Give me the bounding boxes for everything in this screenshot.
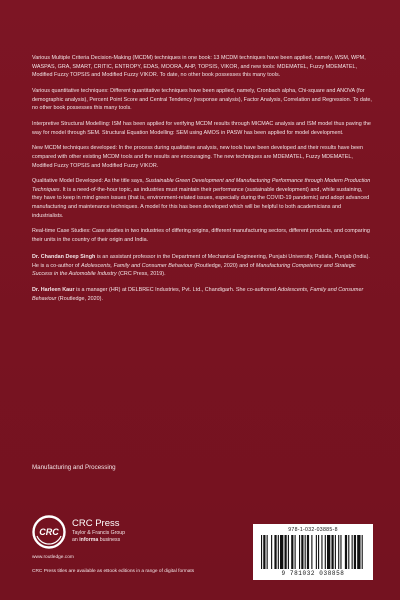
publisher-block (32, 515, 192, 560)
author-bio-1 (32, 253, 372, 279)
barcode-stripe (340, 535, 341, 569)
publisher-informa-line (72, 537, 120, 544)
book-title-italic: Manufacturing Competency and Strategic Success in the Automobile Industry (32, 262, 356, 278)
paragraph-text: Various quantitative techniques: Different quantitative techniques have been applied, namely, Cronbach alpha, Chi-square and ANOVA (for demographic analysis), Percent Point Score and Central Tendency (response analysis), Factor Analysis, Correlation and Regression. To date, no other book possesses this many tools. (32, 87, 372, 112)
publisher-name: CRC Press (72, 518, 120, 529)
barcode-stripe (301, 535, 303, 569)
book-title-italic: Adolescents, Family and Consumer Behaviour (80, 262, 193, 269)
barcode-stripe (318, 535, 319, 569)
barcode-stripe (348, 535, 349, 569)
barcode-stripe (305, 535, 306, 569)
isbn-barcode (253, 524, 373, 580)
informa-word: informa (79, 537, 99, 543)
ebook-note: CRC Press titles are available as eBook editions in a range of digital formats (32, 569, 195, 574)
paragraph-text: . It is a need-of-the-hour topic, as industries must maintain their performance (sustainable development) and, while sustaining, they have to keep in mind green issues (that is, environment-related issues, especially during the COVID-19 pandemic) and adopt advanced manufacturing and maintenance techniques. A model for this has been developed which will be helpful to both academicians and industrialists. (32, 186, 370, 219)
barcode-stripe (261, 535, 262, 569)
barcode-stripe (331, 535, 333, 569)
feature-paragraph-ism (32, 120, 372, 137)
barcode-stripe (274, 535, 276, 569)
barcode-stripe (271, 535, 272, 569)
barcode-stripe (307, 535, 309, 569)
barcode-stripe (321, 535, 322, 569)
barcode-stripe (352, 535, 353, 569)
barcode-stripe (280, 535, 283, 569)
paragraph-text: Various Multiple Criteria Decision-Making (MCDM) techniques in one book: 13 MCDM techniques have been applied, namely, WSM, WPM, WASPAS, GRA, SMART, CRITIC, ENTROPY, EDAS, MOORA, AHP, TOPSIS, VIKOR, and new tools: MDEMATEL, Fuzzy MDEMATEL, Modified Fuzzy TOPSIS and Modified Fuzzy VIKOR. To date, no other book possesses this many tools. (32, 55, 366, 79)
barcode-stripe (345, 535, 347, 569)
crc-press-logo-icon (32, 515, 66, 549)
author-name: Dr. Harleen Kaur (32, 287, 75, 294)
barcode-icon (261, 535, 365, 569)
publisher-group: Taylor & Francis Group (72, 530, 126, 536)
barcode-stripe (362, 535, 363, 569)
barcode-stripe (267, 535, 268, 569)
barcode-stripe (295, 535, 296, 569)
feature-paragraph-case-studies (32, 227, 372, 244)
isbn-label: 978-1-032-03885-8 (288, 527, 338, 533)
barcode-stripe (284, 535, 286, 569)
publisher-url[interactable]: www.routledge.com (32, 555, 74, 560)
barcode-stripe (338, 535, 339, 569)
barcode-digits: 9 781032 038858 (281, 570, 345, 577)
author-name: Dr. Chandan Deep Singh (32, 254, 96, 261)
paragraph-text: New MCDM techniques developed: In the process during qualitative analysis, new tools have been developed and their results have been compared with other existing MCDM tools and the results are encouraging. The new techniques are MDEMATEL, Fuzzy MDEMATEL, Modified Fuzzy TOPSIS and Modified Fuzzy VIKOR. (32, 145, 364, 169)
author-bio-text: is a manager (HR) at DELBREC Industries, Pvt. Ltd., Chandigarh. She co-authored (74, 287, 278, 294)
logo-text: CRC (39, 527, 59, 537)
barcode-stripe (291, 535, 293, 569)
barcode-stripe (335, 535, 336, 569)
paragraph-text: Interpretive Structural Modelling: ISM has been applied for verifying MCDM results through MICMAC analysis and ISM model thus paving the way for model through SEM. Structural Equation Modelling: SEM using AMOS in PASW has been applied for model development. (32, 120, 371, 136)
barcode-stripe (299, 535, 300, 569)
informa-post: business (98, 537, 121, 543)
book-title-italic: Adolescents, Family and Consumer Behaviour (32, 287, 364, 302)
barcode-stripe (288, 535, 289, 569)
back-cover-text (32, 54, 372, 311)
feature-paragraph-new-mcdm (32, 144, 372, 170)
feature-paragraph-mcdm (32, 54, 372, 80)
barcode-stripe (278, 535, 279, 569)
barcode-stripe (263, 535, 265, 569)
author-bio-text: (Routledge, 2020) and of (192, 262, 256, 269)
barcode-stripe (316, 535, 317, 569)
feature-paragraph-quantitative (32, 87, 372, 113)
book-title-italic: Sustainable Green Development and Manufacturing Performance through Modern Production Techniques (32, 178, 371, 193)
barcode-stripe (354, 535, 356, 569)
barcode-stripe (327, 535, 330, 569)
author-bio-text: (CRC Press, 2019). (116, 271, 166, 278)
barcode-stripe (325, 535, 326, 569)
paragraph-text: Real-time Case Studies: Case studies in two industries of differing origins, different manufacturing sectors, different products, and comparing their units in the country of their origin and India. (32, 228, 370, 244)
author-bio-2 (32, 286, 372, 303)
informa-pre: an (72, 537, 80, 543)
feature-paragraph-qualitative-model (32, 177, 372, 220)
subject-category: Manufacturing and Processing (32, 464, 116, 471)
author-bio-text: is an assistant professor in the Department of Mechanical Engineering, Punjabi University, Patiala, Punjab (India). He is a co-author of (32, 254, 370, 269)
author-bio-text: (Routledge, 2020). (56, 295, 103, 302)
barcode-stripe (357, 535, 360, 569)
paragraph-text: Qualitative Model Developed: As the title says, (32, 178, 146, 185)
barcode-stripe (311, 535, 312, 569)
